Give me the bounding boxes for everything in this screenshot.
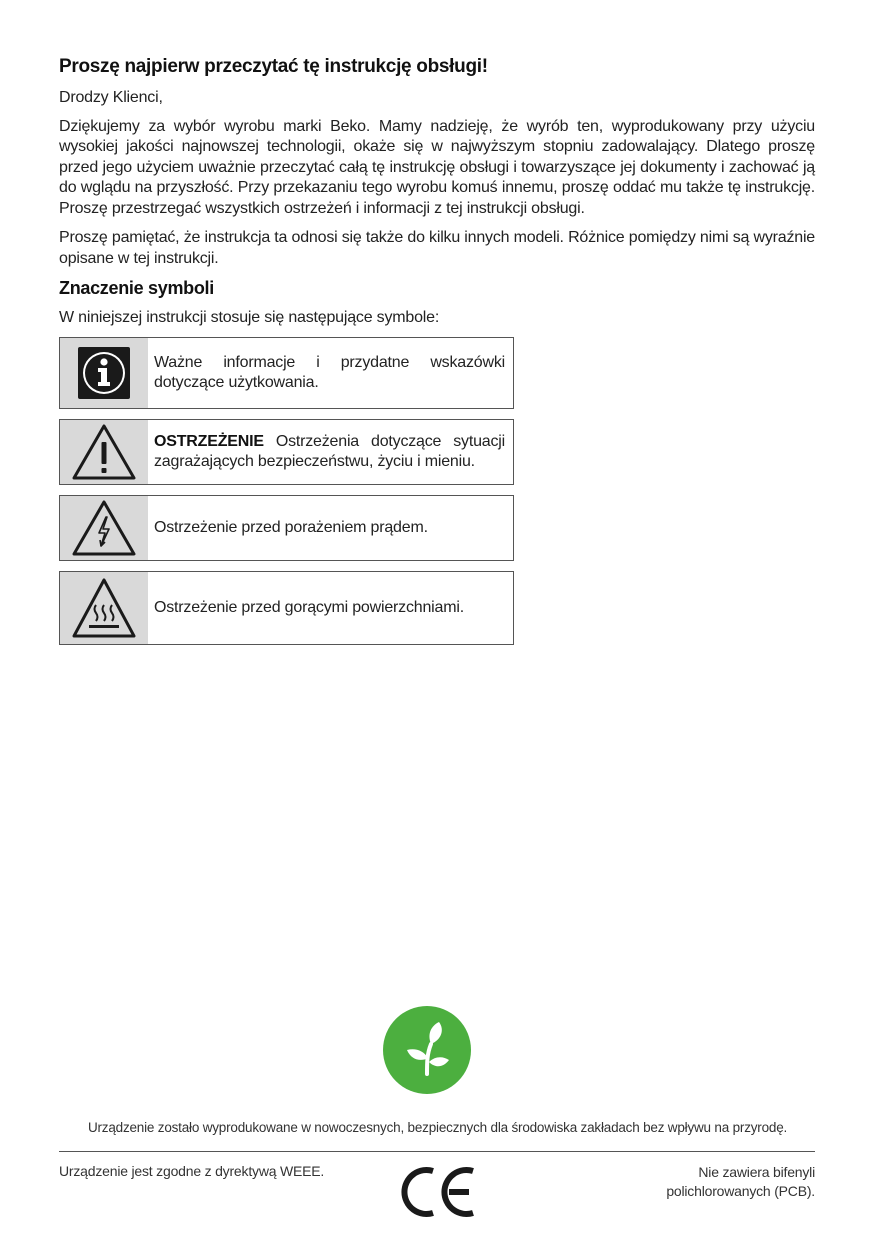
ce-mark-icon [399, 1163, 477, 1221]
eco-caption: Urządzenie zostało wyprodukowane w nowoczesnych, bezpiecznych dla środowiska zakładach bez wpływu na przyrodę. [87, 1120, 788, 1135]
symbols-intro: W niniejszej instrukcji stosuje się następujące symbole: [59, 309, 440, 326]
symbol-electric-shock-text: Ostrzeżenie przed porażeniem prądem. [154, 518, 428, 536]
models-paragraph: Proszę pamiętać, że instrukcja ta odnosi się także do kilku innych modeli. Różnice pomiędzy nimi są wyraźnie opisane w tej instrukcji. [59, 229, 815, 267]
symbol-warning-text: Ostrzeżenia dotyczące sytuacji zagrażających bezpieczeństwu, życiu i mieniu. [154, 432, 505, 470]
symbol-hot-surface-text: Ostrzeżenie przed gorącymi powierzchniami. [154, 598, 464, 616]
salutation: Drodzy Klienci, [59, 89, 163, 106]
warning-icon [60, 420, 148, 484]
hot-surface-icon [60, 572, 148, 644]
intro-paragraph: Dziękujemy za wybór wyrobu marki Beko. Mamy nadzieję, że wyrób ten, wyprodukowany przy użyciu wysokiej jakości najnowszej technologii, okaże się w najwyższym stopniu zadowalający. Dlatego proszę przed jego użyciem uważnie przeczytać całą tę instrukcję obsługi i towarzyszące jej dokumenty i zachować ją do wglądu na przyszłość. Przy przekazaniu tego wyrobu komuś innemu, proszę oddać mu także tę instrukcję. Proszę przestrzegać wszystkich ostrzeżeń i informacji z tej instrukcji obsługi. [59, 117, 815, 217]
symbol-info-text: Ważne informacje i przydatne wskazówki dotyczące użytkowania. [154, 353, 505, 391]
symbol-warning [59, 419, 514, 485]
symbol-electric-shock [59, 495, 514, 561]
footer-divider [59, 1151, 815, 1152]
info-icon [60, 338, 148, 408]
symbol-info [59, 337, 514, 409]
page-title: Proszę najpierw przeczytać tę instrukcję obsługi! [59, 56, 488, 77]
symbols-heading: Znaczenie symboli [59, 278, 214, 298]
symbols-list [59, 337, 514, 645]
document-body [59, 56, 815, 655]
weee-note: Urządzenie jest zgodne z dyrektywą WEEE. [59, 1163, 325, 1179]
electric-shock-icon [60, 496, 148, 560]
warning-keyword: OSTRZEŻENIE [154, 432, 264, 450]
eco-leaf-icon [383, 1006, 471, 1094]
symbol-hot-surface [59, 571, 514, 645]
pcb-note: Nie zawiera bifenyli polichlorowanych (PCB). [666, 1164, 815, 1199]
